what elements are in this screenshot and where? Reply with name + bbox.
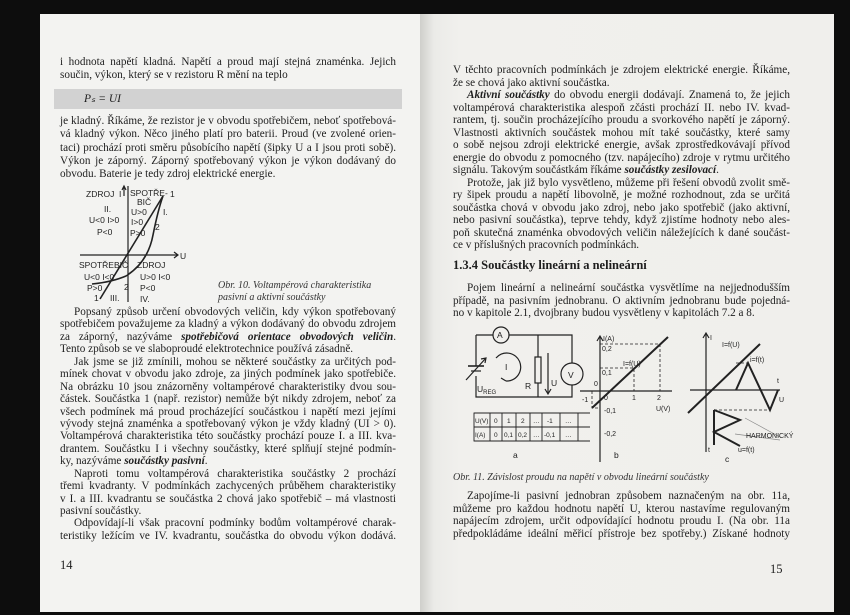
label-u: U (180, 251, 187, 261)
svg-text:…: … (533, 432, 540, 439)
page-number-right: 15 (770, 562, 783, 576)
current-wave (736, 363, 778, 410)
paragraph (60, 517, 396, 542)
text-line: částek. Součástka 1 (např. rezistor) nemůže být nikdy zdrojem, neboť za (60, 393, 396, 406)
text-line: Tento způsob se ve slaboproudé elektrotechnice používá zásadně. (60, 343, 354, 356)
left-bottom-text (60, 306, 396, 542)
svg-text:-1: -1 (547, 418, 553, 425)
page-number-left: 14 (60, 558, 73, 572)
label-curve-2: 2 (155, 222, 160, 232)
svg-text:t: t (708, 447, 710, 454)
svg-text:-0,1: -0,1 (544, 432, 556, 439)
paragraph (60, 356, 396, 468)
text-line: energie do obvodu z pomocného (tzv. napájecího) zdroje v rytmu určitého (453, 151, 790, 164)
label-resistor: R (525, 381, 532, 391)
text-line: třemi kvadranty. V podmínkách zachycených průběhem charakteristiky (60, 480, 396, 493)
svg-text:u=f(t): u=f(t) (738, 447, 755, 454)
text-line: Odpovídají-li však pracovní podmínky bodům voltampérové charak- (74, 517, 396, 530)
text-line: Zapojíme-li pasivní jednobran způsobem naznačeným na obr. 11a, (467, 490, 790, 502)
text-line: že se chová jako aktivní součástka. (453, 76, 610, 89)
emphasized-term: Aktivní součástky (467, 89, 550, 101)
paragraph (60, 468, 396, 518)
text-span: . (716, 164, 719, 176)
svg-text:0,1: 0,1 (602, 370, 612, 377)
label-zdroj: ZDROJ (86, 189, 115, 199)
text-line: teristiky ležícím ve IV. kvadrantu, součástka do obvodu výkon dodává. (60, 529, 396, 542)
label-voltmeter: V (568, 370, 574, 380)
svg-text:…: … (565, 432, 572, 439)
label-q3-signs: U<0 I<0 (84, 272, 115, 282)
text-line (60, 455, 396, 467)
svg-text:…: … (533, 418, 540, 425)
text-line: rantem, tj. součin procházejícího proudu a svorkového napětí je záporný. (453, 114, 790, 126)
svg-text:U(V): U(V) (656, 406, 671, 413)
label-curve-1-low: 1 (94, 293, 99, 303)
text-line (60, 331, 396, 343)
label-quadrant-i: I. (163, 207, 168, 217)
text-line: Protože, jak již bylo vysvětleno, můžeme při řešení obvodů zvolit smě- (467, 176, 790, 189)
emphasized-term: součástky pasivní (124, 455, 205, 468)
svg-text:-1: -1 (582, 397, 589, 404)
label-spotrebic-q3: SPOTŘEBIČ (79, 260, 129, 270)
text-line: V těchto pracovních podmínkách je zdrojem elektrické energie. Říkáme, (453, 64, 790, 76)
text-line: součástka chová v obvodu jako zdroj, nebo jako spotřebič (jako aktivní, (453, 201, 790, 214)
label-q4-power: P<0 (140, 283, 156, 293)
figure-11b-labels (582, 336, 670, 438)
text-line: o sobě nejsou zdroji elektrické energie, avšak zprostředkovávají přívod (453, 139, 790, 151)
text-line: mínek chovat v obvodu jako zdroje, za jiných podmínek jako spotřebiče. (60, 368, 396, 381)
text-line: i hodnota napětí kladná. Napětí a proud mají stejná znaménka. Jejich (60, 56, 396, 68)
text-line: všech podmínek má proud procházející součástkou i napětí mezi jejími (60, 405, 396, 418)
svg-text:I(A): I(A) (475, 432, 486, 439)
label-q1-i: I>0 (131, 217, 144, 227)
text-span: signálu. Takovým součástkám říkáme (453, 164, 625, 176)
svg-text:1: 1 (507, 418, 511, 425)
svg-text:0: 0 (494, 432, 498, 439)
current-loop-icon (496, 353, 521, 381)
text-line: nebo pasivní součástka), teprve tehdy, když zjistíme hodnoty nebo ales- (453, 214, 790, 226)
svg-text:U(V): U(V) (475, 418, 489, 425)
text-line: Naproti tomu voltampérová charakteristika součástky 2 prochází (74, 467, 396, 480)
arrow-u-icon (170, 252, 178, 258)
text-line: voltampérová charakteristika alespoň zčásti prochází II. nebo IV. kvad- (453, 101, 790, 114)
right-page (420, 14, 834, 612)
text-line: je kladný. Říkáme, že rezistor je v obvodu spotřebičem, neboť spotřebová- (60, 114, 396, 127)
svg-text:U: U (779, 397, 785, 404)
svg-text:1: 1 (632, 395, 636, 402)
text-line: napájecím zdrojem, určit odpovídající hodnotu proudu I. (Na obr. 11a (453, 515, 790, 528)
text-line: případě, na pasivním jednobranu. O aktivním jednobranu bude pojedná- (453, 294, 790, 307)
section-heading: 1.3.4 Součástky lineární a nelineární (453, 258, 647, 272)
arrow-i-icon (122, 186, 126, 196)
label-zdroj-q4: ZDROJ (137, 260, 166, 270)
text-line: poň skutečná znaménka obvodových veličin náležejících k dané součást- (453, 226, 790, 239)
text-line: Jak jsme se již zmínili, mohou se některé součástky za určitých pod- (74, 355, 396, 368)
label-i: I (119, 189, 122, 199)
caption-line: Obr. 10. Voltampérová charakteristika (218, 280, 372, 291)
label-quadrant-iii: III. (110, 293, 120, 303)
text-line: Na obrázku 10 jsou znázorněny voltampérové charakteristiky dvou sou- (60, 380, 396, 393)
caption-line: pasivní a aktivní součástky (218, 292, 326, 303)
svg-text:0,1: 0,1 (504, 432, 514, 439)
text-line: součin, výkon, který se v rezistoru R mění na teplo (60, 69, 288, 82)
right-bottom-text (453, 490, 790, 541)
svg-text:I=f(U): I=f(U) (722, 342, 740, 349)
label-spotrebic: SPOTŘE- (130, 188, 168, 198)
text-line: Voltampérová charakteristika této součástky prochází pouze I. a III. kva- (60, 430, 396, 443)
svg-text:I: I (710, 335, 712, 342)
figure-11-caption: Obr. 11. Závislost proudu na napětí v obvodu lineární součástky (453, 472, 709, 483)
text-line: Vlastnosti aktivních součástek mohou mít také součástky, které samy (453, 126, 790, 139)
svg-text:t: t (777, 378, 779, 385)
text-line: vá kladný výkon. Něco jiného platí pro baterii. Proud (ve zvolené orien- (60, 128, 396, 141)
text-line: v I. a III. kvadrantu se součástka 2 chová jako spotřebič – má vlastnosti (60, 492, 396, 505)
paragraph (453, 490, 790, 541)
text-span: ky, nazýváme (60, 455, 125, 468)
svg-text:0,2: 0,2 (602, 346, 612, 353)
label-q1-power: P>0 (130, 228, 146, 238)
text-line: taci) prochází proti směru působícího napětí (šipky U a I jsou proti sobě). (60, 141, 396, 154)
svg-text:I=f(U): I=f(U) (623, 361, 641, 368)
text-line: pasivní součástky. (60, 505, 142, 517)
label-ammeter: A (497, 330, 503, 340)
text-line: Výkon je záporný. Záporný spotřebovaný výkon je výkon dodávaný do (60, 154, 396, 167)
label-q4-signs: U>0 I<0 (140, 272, 171, 282)
text-line: předpokládáme ideální měřicí přístroje bez spotřeby.) Získané hodnoty (453, 528, 790, 541)
label-quadrant-iv: IV. (140, 294, 150, 304)
text-line: Popsaný způsob určení obvodových veličin, kdy výkon spotřebovaný (74, 306, 396, 318)
label-q1-u: U>0 (131, 207, 147, 217)
label-q2-signs: U<0 I>0 (89, 215, 120, 225)
text-line: vývody stejná znaménka a spotřebovaný výkon je vždy kladný (UI > 0). (60, 417, 396, 430)
voltage-wave (714, 410, 740, 446)
svg-text:2: 2 (657, 395, 661, 402)
text-line: no v kapitole 2.1, dvojbrany budou vysvětleny v kapitolách 7.2 a 8. (453, 307, 755, 320)
svg-text:0,2: 0,2 (518, 432, 528, 439)
label-curve-2-low: 2 (124, 282, 129, 292)
svg-text:HARMONICKÝ: HARMONICKÝ (746, 433, 794, 440)
text-line: drantem. Součástku I i všechny součástky, které splňují stejné podmín- (60, 442, 396, 455)
svg-text:I(A): I(A) (603, 336, 615, 343)
label-current: I (505, 362, 508, 372)
resistor-icon (535, 357, 541, 383)
formula-power: Pₛ = UI (54, 89, 402, 109)
text-line: ry šipek proudu a napětí libovolně, je možné rozhodnout, zda se určitá (453, 189, 790, 201)
text-line: Pojem lineární a nelineární součástka vysvětlíme na nejjednodušším (467, 282, 790, 294)
label-q2-power: P<0 (97, 227, 113, 237)
svg-text:0: 0 (594, 381, 598, 388)
text-line: ce v příslušných pracovních podmínkách. (453, 239, 640, 251)
left-page (40, 14, 420, 612)
svg-text:2: 2 (521, 418, 525, 425)
svg-text:-0,1: -0,1 (604, 408, 617, 415)
label-curve-1: 1 (170, 189, 175, 199)
svg-text:0: 0 (494, 418, 498, 425)
text-span: . (204, 455, 208, 468)
text-line: spotřebičem považujeme za kladný a výkon dodávaný do obvodu zdrojem (60, 318, 396, 331)
figure-11a-table (474, 413, 590, 441)
svg-text:0: 0 (604, 395, 608, 402)
label-spotrebic-2: BIČ (137, 197, 152, 207)
label-c: c (725, 454, 730, 464)
text-line: obvodu. Baterie je tedy zdroj elektrické energie. (60, 168, 276, 181)
emphasized-term: spotřebičová orientace obvodových veličin (181, 330, 394, 343)
text-span: . (393, 330, 396, 343)
label-voltage: U (551, 378, 558, 388)
label-ureg: $U_{REG}$ (477, 384, 497, 396)
label-b: b (614, 450, 619, 460)
svg-text:…: … (565, 418, 572, 425)
table-cells (475, 418, 572, 439)
svg-text:i=f(t): i=f(t) (750, 357, 765, 364)
label-q3-power: P>0 (87, 283, 103, 293)
label-a: a (513, 450, 518, 460)
text-span: do obvodu energii dodávají. Znamená to, že jejich (549, 89, 790, 101)
svg-text:-0,2: -0,2 (604, 431, 617, 438)
paragraph (60, 306, 396, 356)
text-span: za záporný, nazýváme (60, 330, 182, 343)
emphasized-term: součástky zesilovací (624, 164, 717, 176)
text-line: můžeme pro každou hodnotu napětí U, kterou nastavíme regulovaným (453, 502, 790, 515)
label-quadrant-ii: II. (104, 204, 112, 214)
figure-10-caption (218, 280, 371, 304)
